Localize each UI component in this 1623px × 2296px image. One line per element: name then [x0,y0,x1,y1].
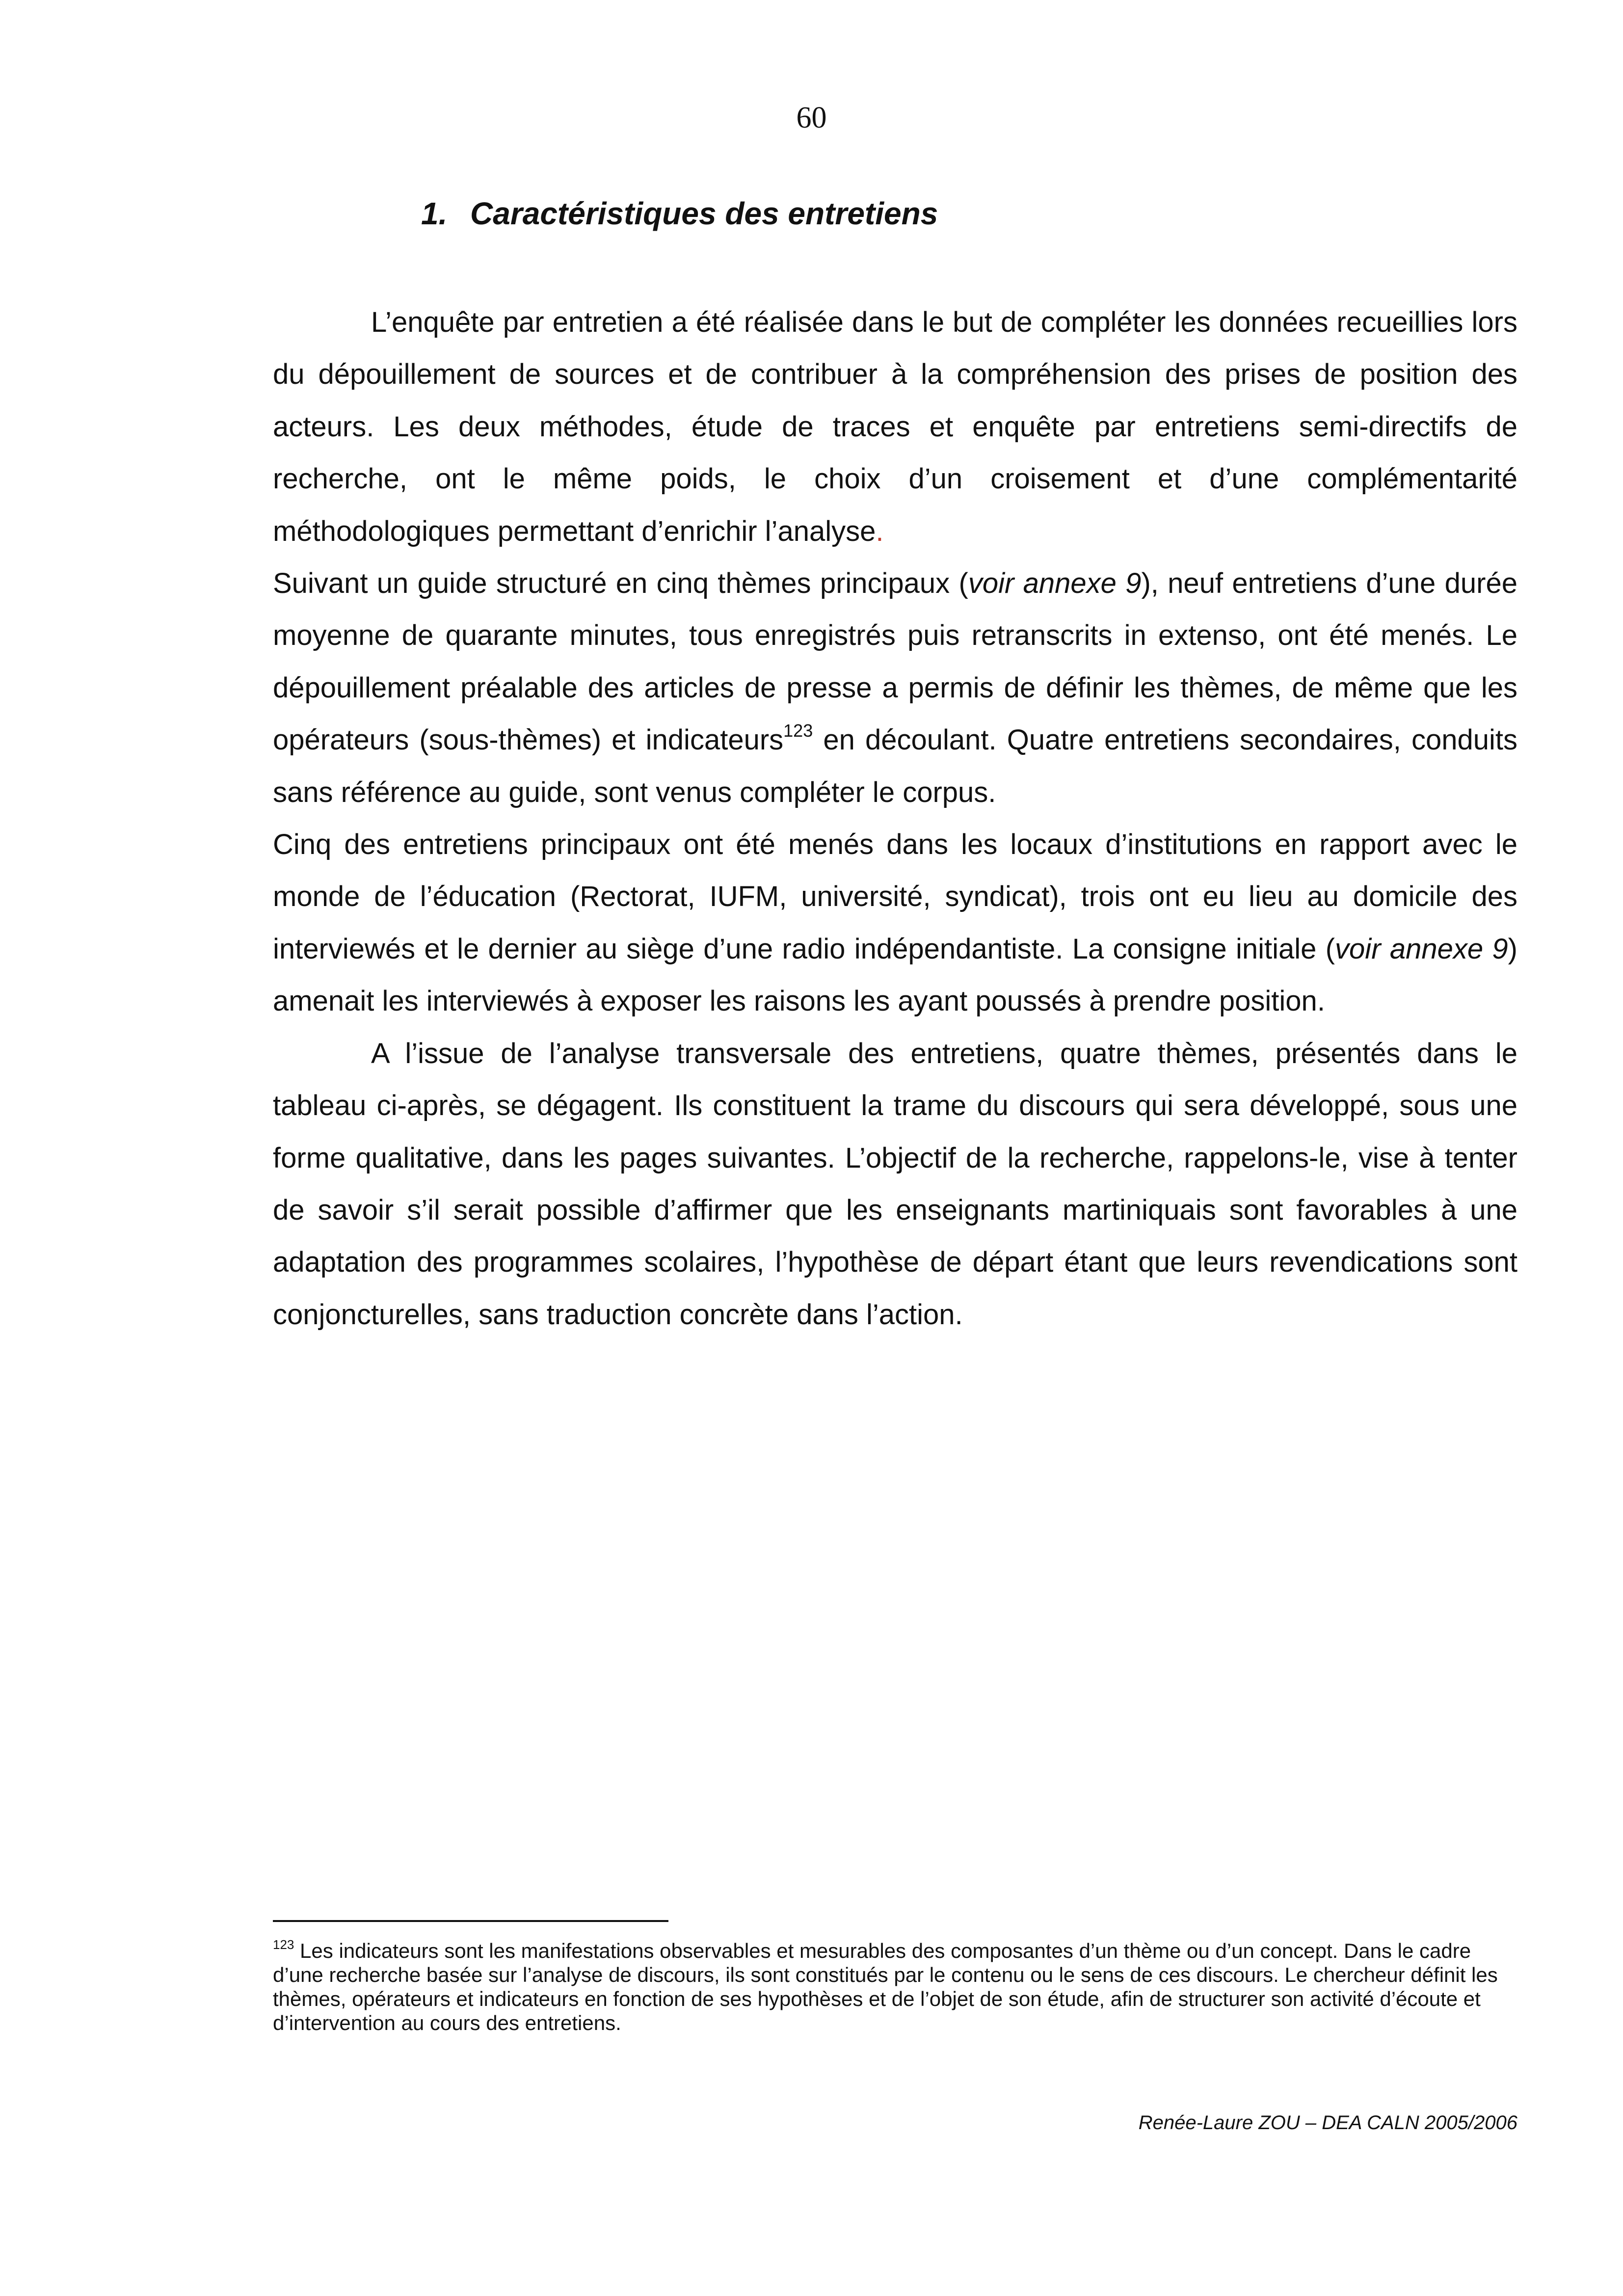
section-title: Caractéristiques des entretiens [470,196,938,231]
section-heading [421,191,938,236]
paragraph-2 [273,558,1517,819]
annex-reference: voir annexe 9 [968,567,1142,600]
footnote [273,1939,1517,2035]
annex-reference: voir annexe 9 [1335,933,1508,965]
footnote-number: 123 [273,1937,294,1952]
paragraph-2-text-a: Suivant un guide structuré en cinq thèmes principaux ( [273,567,968,600]
paragraph-3-text-a: Cinq des entretiens principaux ont été menés dans les locaux d’institutions en rapport avec le monde de l’éducation (Rectorat, IUFM, université, syndicat), trois ont eu lieu au domicile des interviewés et le dernier au siège d’une radio indépendantiste. La consigne initiale ( [273,828,1517,965]
paragraph-4: A l’issue de l’analyse transversale des entretiens, quatre thèmes, présentés dans le tableau ci-après, se dégagent. Ils constituent la trame du discours qui sera développé, sous une forme qualitative, dans les pages suivantes. L’objectif de la recherche, rappelons-le, vise à tenter de savoir s’il serait possible d’affirmer que les enseignants martiniquais sont favorables à une adaptation des programmes scolaires, l’hypothèse de départ étant que leurs revendications sont conjoncturelles, sans traduction concrète dans l’action. [273,1037,1517,1331]
paragraph-1 [273,296,1517,558]
page-footer: Renée-Laure ZOU – DEA CALN 2005/2006 [1138,2112,1517,2134]
paragraph-2-text-b: ), neuf entretiens d’une durée moyenne de quarante minutes, tous enregistrés puis retranscrits in extenso, ont été menés. Le dépouillement préalable des articles de presse a permis de définir les thèmes, de même que les opérateurs (sous-thèmes) et indicateurs [273,567,1517,756]
paragraph-1-text: L’enquête par entretien a été réalisée dans le but de compléter les données recueillies lors du dépouillement de sources et de contribuer à la compréhension des prises de position des acteurs. Les deux méthodes, étude de traces et enquête par entretiens semi-directifs de recherche, ont le même poids, le choix d’un croisement et d’une complémentarité méthodologiques permettant d’enrichir l’analyse [273,306,1517,547]
paragraph-3 [273,819,1517,1028]
paragraph-2-text-c: en découlant. Quatre entretiens secondaires, conduits sans référence au guide, sont venus compléter le corpus. [273,724,1518,808]
footnote-reference[interactable]: 123 [783,721,813,741]
footnote-text: Les indicateurs sont les manifestations observables et mesurables des composantes d’un thème ou d’un concept. Dans le cadre d’une recherche basée sur l’analyse de discours, ils sont constitués par le contenu ou le sens de ces discours. Le chercheur définit les thèmes, opérateurs et indicateurs en fonction de ses hypothèses et de l’objet de son étude, afin de structurer son activité d’écoute et d’intervention au cours des entretiens. [273,1939,1498,2034]
paragraph-1-end-mark: . [876,515,884,547]
footnote-separator [273,1920,668,1922]
paragraph-3-text-b: ) amenait les interviewés à exposer les raisons les ayant poussés à prendre position. [273,933,1517,1017]
page-number: 60 [796,101,827,134]
section-number: 1. [421,196,448,231]
body-text [273,296,1517,1341]
